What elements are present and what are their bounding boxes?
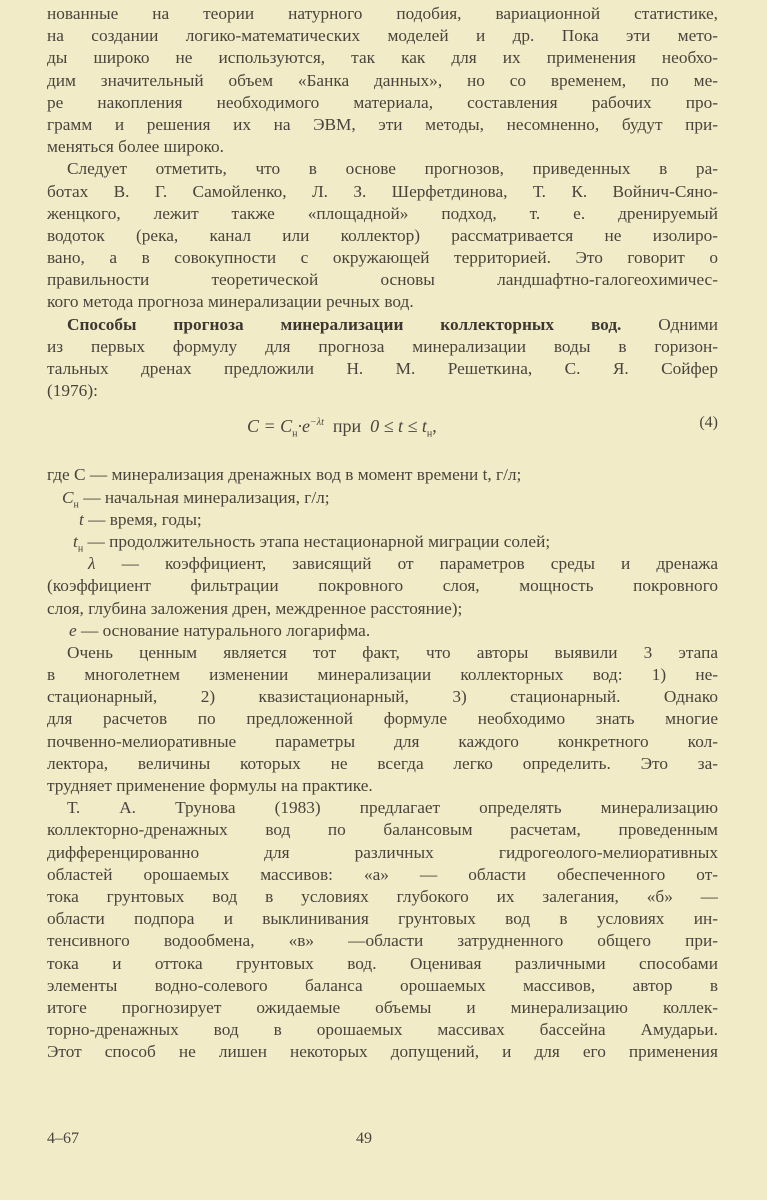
paragraph-trunova — [47, 797, 718, 1063]
formula-4 — [47, 402, 718, 464]
paragraph-stages — [47, 642, 718, 797]
text-line: для расчетов по предложенной формуле необходимо знать многие — [47, 709, 718, 729]
text-line: нованные на теории натурного подобия, вариационной статистике, — [47, 4, 718, 23]
text-line: (1976): — [47, 381, 98, 401]
text-line: ботах В. Г. Самойленко, Л. З. Шерфетдинова, Т. К. Войнич-Сяно- — [47, 181, 718, 201]
book-page — [47, 3, 718, 1063]
text-line: меняться более широко. — [47, 137, 224, 157]
legend-continuation: (коэффициент фильтрации покровного слоя, мощность покровного — [47, 576, 718, 596]
text-line: коллекторно-дренажных вод по балансовым расчетам, проведенным — [47, 820, 718, 840]
text-line: дим значительный объем «Банка данных», но со временем, по ме- — [47, 70, 718, 90]
legend-item: e — основание натурального логарифма. — [69, 620, 371, 640]
text-line: тальных дренах предложили Н. М. Решеткина, С. Я. Сойфер — [47, 359, 718, 378]
text-line: в многолетнем изменении минерализации коллекторных вод: 1) не- — [47, 665, 718, 685]
text-line: лектора, величины которых не всегда легко определить. Это за- — [47, 753, 718, 773]
text-line: областей орошаемых массивов: «а» — области обеспеченного от- — [47, 864, 718, 884]
text-line: трудняет применение формулы на практике. — [47, 776, 373, 795]
legend-item: λ — коэффициент, зависящий от параметров среды и дренажа — [88, 554, 718, 574]
text-line: водоток (река, канал или коллектор) рассматривается не изолиро- — [47, 225, 718, 245]
text-line: ды широко не используются, так как для их применения необхо- — [47, 48, 718, 68]
text-line: Этот способ не лишен некоторых допущений, и для его применения — [47, 1042, 718, 1062]
signature-mark: 4–67 — [47, 1130, 79, 1147]
legend-item: где C — минерализация дренажных вод в момент времени t, г/л; — [47, 465, 522, 485]
text-line: женцкого, лежит также «площадной» подход, т. е. дренируемый — [47, 203, 718, 223]
text-line: итоге прогнозирует ожидаемые объемы и минерализацию коллек- — [47, 997, 718, 1017]
text-line: тока и оттока грунтовых вод. Оценивая различными способами — [47, 953, 718, 973]
section-heading: Способы прогноза минерализации коллекторных вод. — [67, 314, 622, 334]
text-line: вано, а в совокупности с окружающей территорией. Это говорит о — [47, 248, 718, 268]
legend-item: $C_н$ — начальная минерализация, г/л; — [62, 487, 330, 509]
text-line: элементы водно-солевого баланса орошаемых массивов, автор в — [47, 975, 718, 995]
paragraph-methods — [47, 314, 718, 403]
text-line: стационарный, 2) квазистационарный, 3) стационарный. Однако — [47, 687, 718, 707]
paragraph-continued — [47, 3, 718, 158]
text-line: кого метода прогноза минерализации речных вод. — [47, 292, 414, 312]
text-line: Способы прогноза минерализации коллекторных вод. Одними — [67, 314, 718, 334]
legend-item: t — время, годы; — [79, 509, 202, 529]
formula-expression: $C = C_н\cdot e^{-\lambda t}$ при $0 \le t \le t_н$, — [247, 416, 437, 440]
formula-number: (4) — [699, 414, 718, 432]
text-line: тока грунтовых вод в условиях глубокого их залегания, «б» — — [47, 886, 718, 906]
text-line: тенсивного водообмена, «в» —области затрудненного общего при- — [47, 931, 718, 951]
formula-legend — [47, 464, 718, 642]
text-line: области подпора и выклинивания грунтовых вод в условиях ин- — [47, 909, 718, 929]
text-line: правильности теоретической основы ландшафтно-галогеохимичес- — [47, 270, 718, 290]
text-line: торно-дренажных вод в орошаемых массивах бассейна Амударьи. — [47, 1020, 718, 1040]
text-line: дифференцированно для различных гидрогеолого-мелиоративных — [47, 842, 718, 862]
legend-continuation: слоя, глубина заложения дрен, междренное расстояние); — [47, 598, 463, 618]
paragraph-forecast-basis — [47, 158, 718, 313]
legend-item: $t_н$ — продолжительность этапа нестационарной миграции солей; — [73, 531, 551, 554]
text-line: из первых формулу для прогноза минерализации воды в горизон- — [47, 336, 718, 356]
text-line: ре накопления необходимого материала, составления рабочих про- — [47, 92, 718, 112]
text-line: на создании логико-математических моделей и др. Пока эти мето- — [47, 26, 718, 46]
text-line: Т. А. Трунова (1983) предлагает определять минерализацию — [67, 798, 718, 818]
text-line: Очень ценным является тот факт, что авторы выявили 3 этапа — [67, 642, 718, 662]
text-line: почвенно-мелиоративные параметры для каждого конкретного кол- — [47, 731, 718, 751]
page-number: 49 — [356, 1130, 372, 1147]
text-line: Следует отметить, что в основе прогнозов, приведенных в ра- — [67, 159, 718, 179]
text-line: грамм и решения их на ЭВМ, эти методы, несомненно, будут при- — [47, 114, 718, 134]
